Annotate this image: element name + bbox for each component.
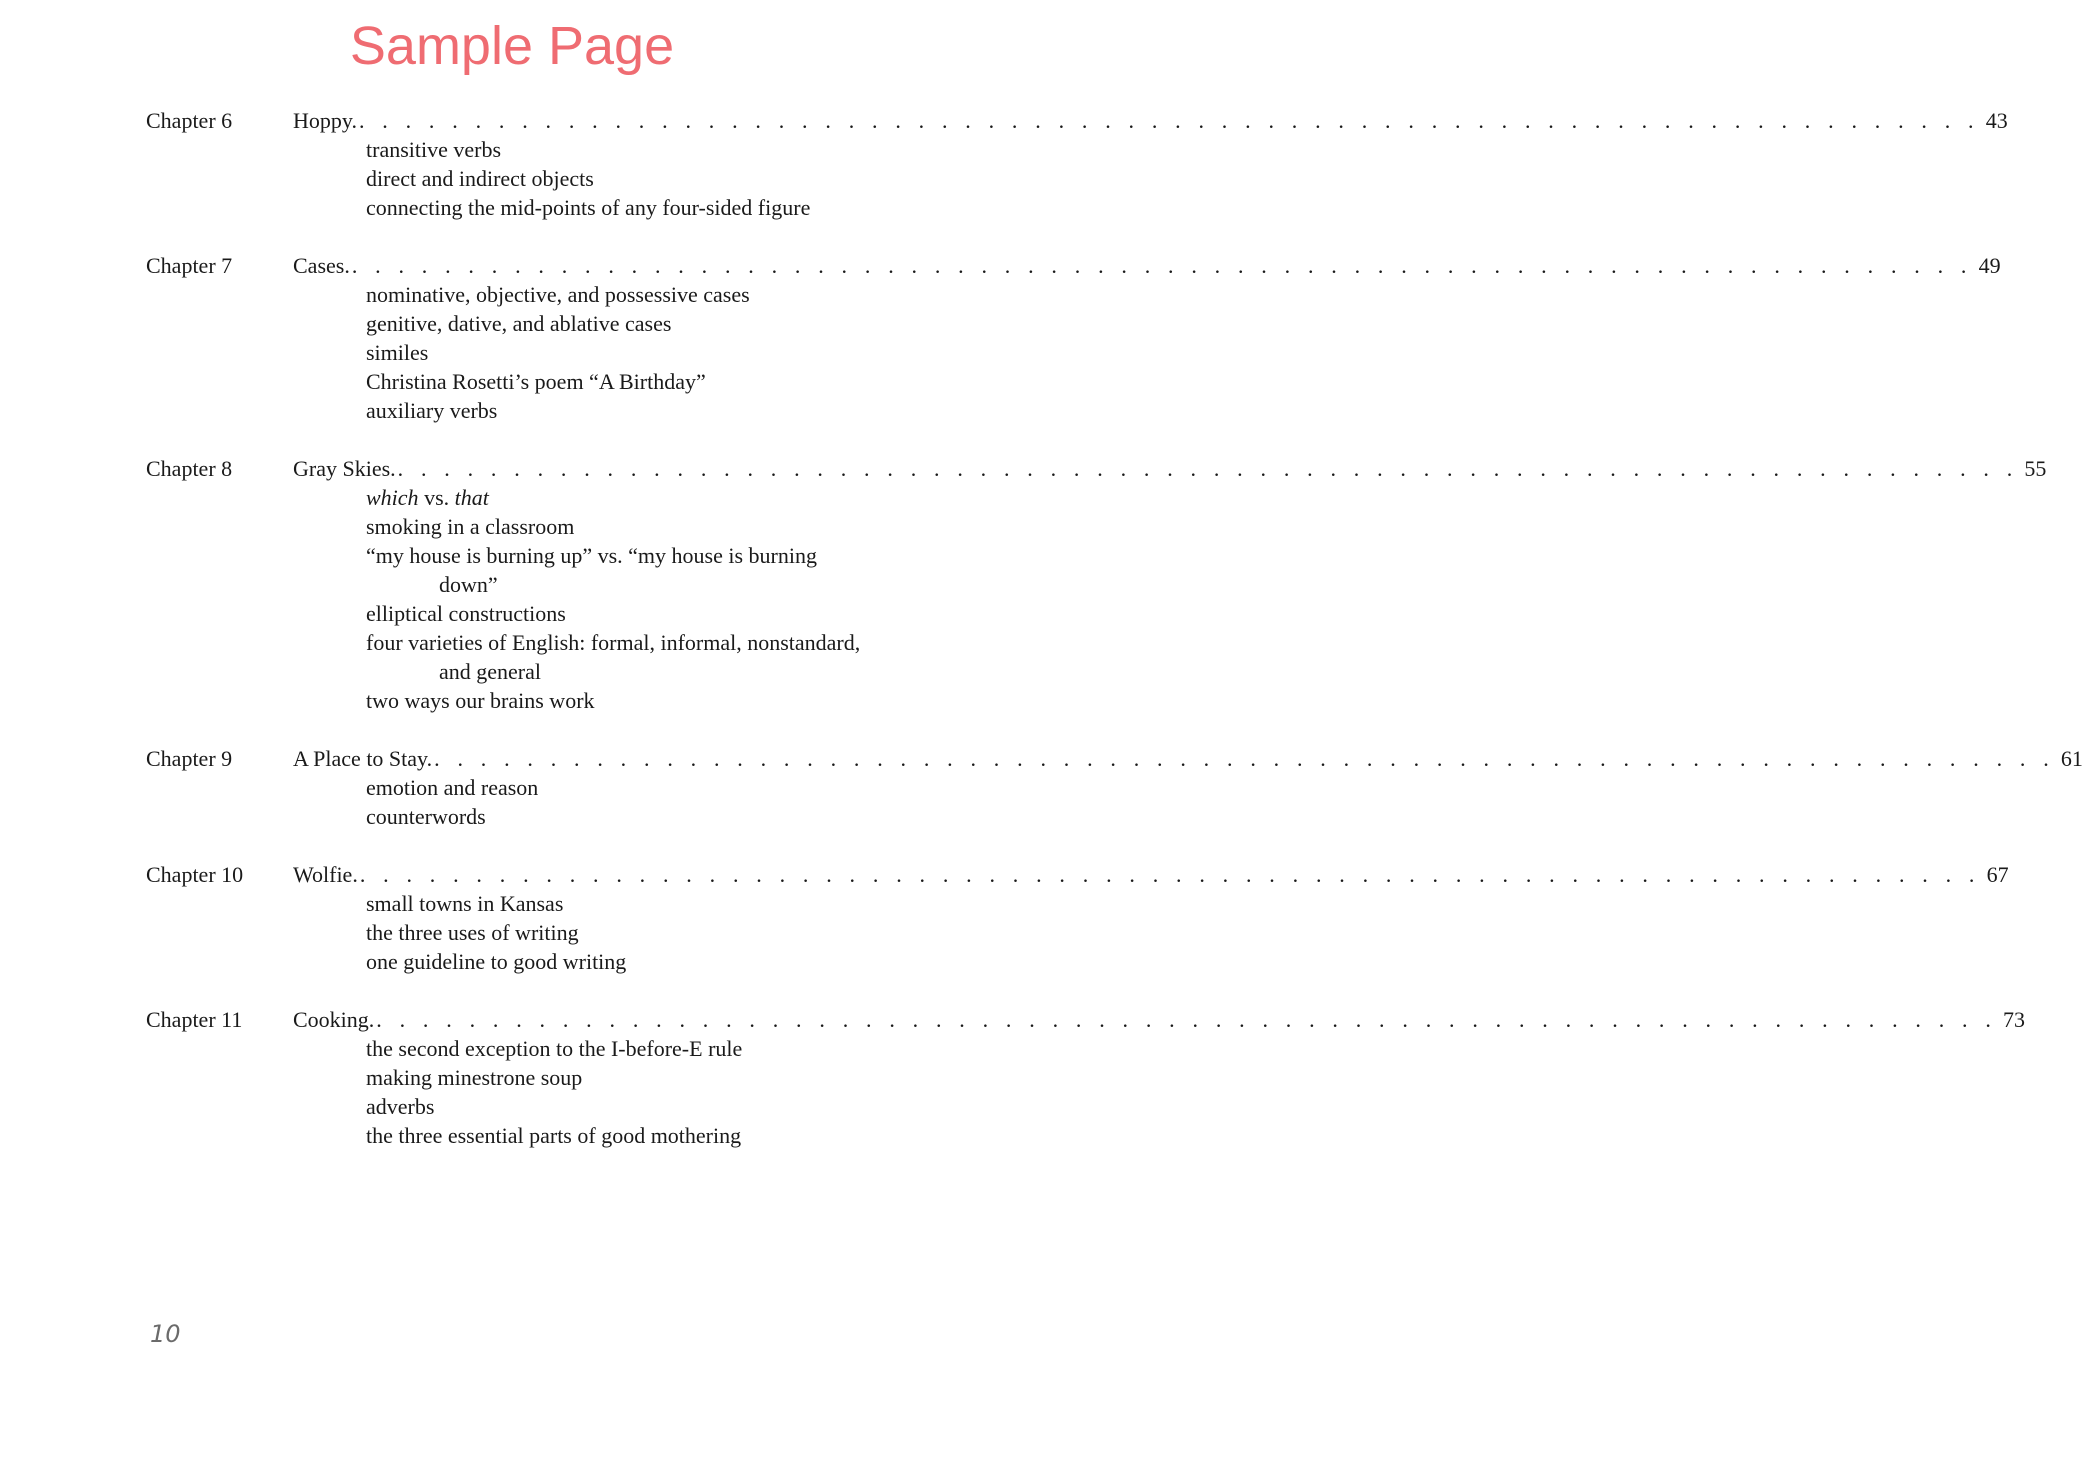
topic-list [146,889,878,976]
dot-leader: . . . . . . . . . . . . . . . . . . . . . . . . . . . . . . . . . . . . . . . . . . . . . . . . . . . . . . . . . . . . . . . . . . . . . . [434,746,2055,771]
chapter-title: Gray Skies. [293,456,396,481]
chapter-number: Chapter 8 [146,456,233,481]
chapter-8-entry [146,454,2047,715]
topic-connector: vs. [418,485,455,510]
chapter-9-entry [146,744,2083,831]
chapter-title: A Place to Stay. [293,746,433,771]
list-item: “my house is burning up” vs. “my house is burning down” [366,543,817,597]
italic-term-that: that [454,485,489,510]
page-folio-number: 10 [150,1320,181,1348]
chapter-heading [146,744,2083,773]
chapter-heading [146,251,2001,280]
page-number: 73 [2003,1007,2026,1032]
page-number: 49 [1978,253,2001,278]
chapter-number: Chapter 6 [146,108,233,133]
list-item: the second exception to the I-before-E rule [366,1036,743,1061]
topic-list [146,1034,878,1150]
list-item: the three essential parts of good mothering [366,1123,742,1148]
dot-leader: . . . . . . . . . . . . . . . . . . . . . . . . . . . . . . . . . . . . . . . . . . . . . . . . . . . . . . . . . . . . . . . . . . . . . . [359,862,1981,887]
list-item: one guideline to good writing [366,949,627,974]
watermark: Sample Page [349,16,675,76]
page-number: 67 [1986,862,2009,887]
chapter-number: Chapter 9 [146,746,233,771]
dot-leader: . . . . . . . . . . . . . . . . . . . . . . . . . . . . . . . . . . . . . . . . . . . . . . . . . . . . . . . . . . . . . . . . . . . . . . [397,456,2019,481]
chapter-heading [146,454,2047,483]
list-item: four varieties of English: formal, informal, nonstandard, and general [366,630,861,684]
list-item: connecting the mid-points of any four-sided figure [366,195,811,220]
list-item: two ways our brains work [366,688,595,713]
list-item: smoking in a classroom [366,514,575,539]
chapter-7-entry [146,251,2001,425]
list-item: direct and indirect objects [366,166,594,191]
dot-leader: . . . . . . . . . . . . . . . . . . . . . . . . . . . . . . . . . . . . . . . . . . . . . . . . . . . . . . . . . . . . . . . . . . . . . . [351,253,1973,278]
list-item: small towns in Kansas [366,891,564,916]
chapter-number: Chapter 10 [146,862,244,887]
chapter-heading [146,860,2009,889]
list-item: adverbs [366,1094,435,1119]
chapter-number: Chapter 11 [146,1007,243,1032]
list-item: transitive verbs [366,137,502,162]
topic-list [146,280,878,425]
list-item: genitive, dative, and ablative cases [366,311,672,336]
list-item [366,483,878,512]
topic-list [146,773,878,831]
dot-leader: . . . . . . . . . . . . . . . . . . . . . . . . . . . . . . . . . . . . . . . . . . . . . . . . . . . . . . . . . . . . . . . . . . . . . . [376,1007,1998,1032]
dot-leader: . . . . . . . . . . . . . . . . . . . . . . . . . . . . . . . . . . . . . . . . . . . . . . . . . . . . . . . . . . . . . . . . . . . . . . [358,108,1980,133]
chapter-10-entry [146,860,2009,976]
list-item: making minestrone soup [366,1065,583,1090]
page-number: 55 [2024,456,2047,481]
chapter-11-entry [146,1005,2026,1150]
chapter-number: Chapter 7 [146,253,233,278]
list-item: Christina Rosetti’s poem “A Birthday” [366,369,706,394]
chapter-title: Cases. [293,253,350,278]
page-number: 43 [1985,108,2008,133]
chapter-title: Wolfie. [293,862,358,887]
list-item: counterwords [366,804,486,829]
list-item: emotion and reason [366,775,539,800]
chapter-title: Cooking. [293,1007,375,1032]
topic-list [146,135,878,222]
list-item: similes [366,340,429,365]
italic-term-which: which [366,485,419,510]
list-item: nominative, objective, and possessive cases [366,282,750,307]
list-item: auxiliary verbs [366,398,498,423]
table-of-contents [146,106,2083,1179]
chapter-heading [146,106,2008,135]
list-item: the three uses of writing [366,920,579,945]
topic-list [146,483,878,715]
chapter-title: Hoppy. [293,108,357,133]
chapter-6-entry [146,106,2008,222]
page-number: 61 [2060,746,2083,771]
chapter-heading [146,1005,2026,1034]
list-item: elliptical constructions [366,601,566,626]
